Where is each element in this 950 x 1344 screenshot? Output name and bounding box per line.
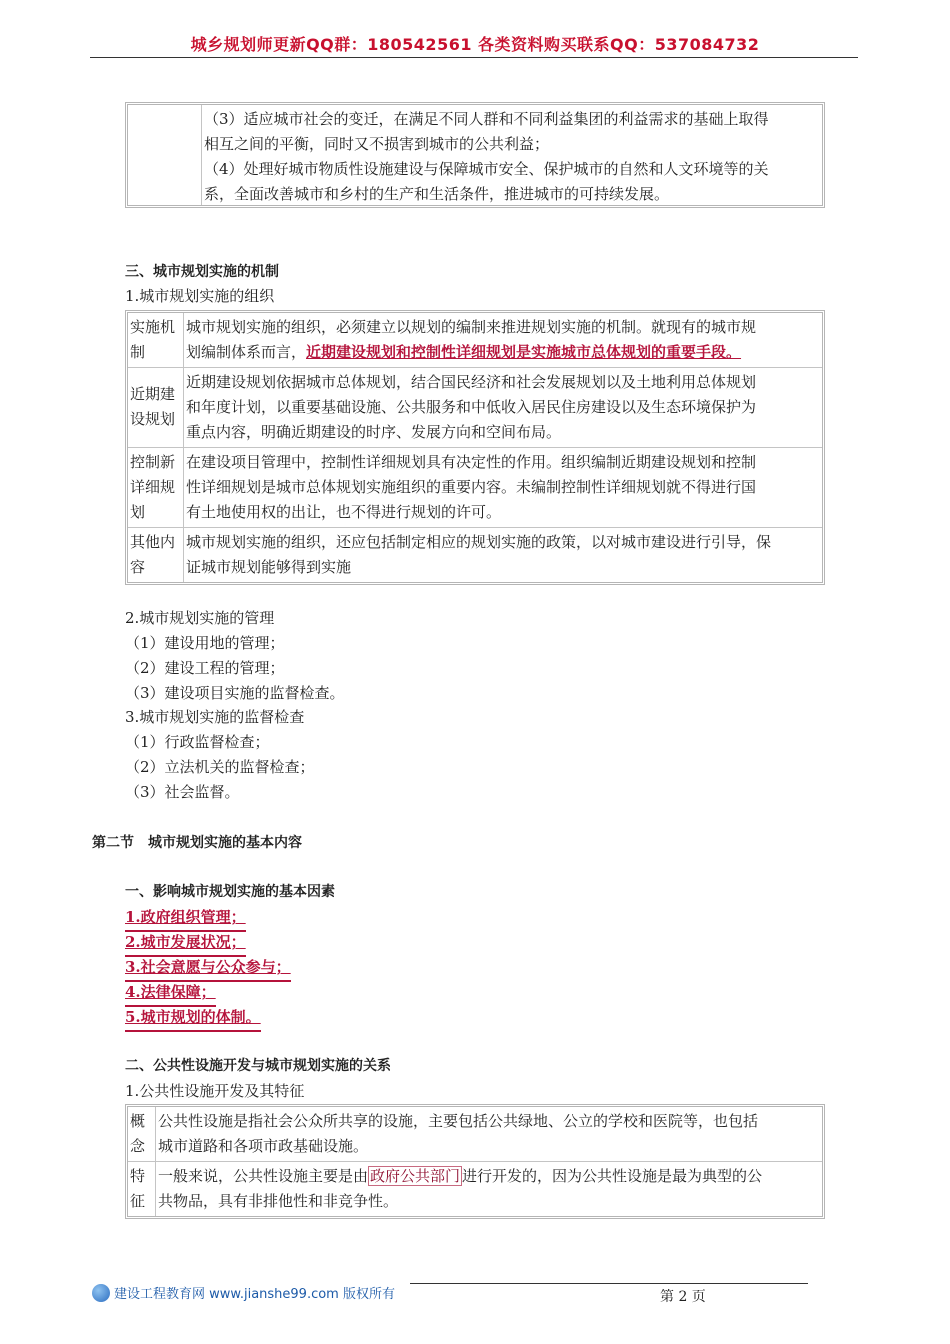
text-line: （4）处理好城市物质性设施建设与保障城市安全、保护城市的自然和人文环境等的关 [204, 160, 769, 178]
footer-site[interactable]: 建设工程教育网 www.jianshe99.com 版权所有 [92, 1283, 395, 1302]
highlight-term[interactable]: 政府公共部门 [370, 1167, 461, 1185]
table-row-head: 实施机 制 [128, 313, 184, 367]
list-item: （1）建设用地的管理； [125, 634, 285, 652]
subheading: 1.城市规划实施的组织 [125, 287, 275, 305]
part-heading: 二、公共性设施开发与城市规划实施的关系 [125, 1058, 391, 1074]
table-row-head: 其他内 容 [128, 528, 184, 582]
table-row-head: 近期建 设规划 [128, 368, 184, 447]
part-heading: 一、影响城市规划实施的基本因素 [125, 884, 335, 900]
table-row-content: 公共性设施是指社会公众所共享的设施，主要包括公共绿地、公立的学校和医院等，也包括 城市道路和各项市政基础设施。 [158, 1112, 759, 1155]
factor-item[interactable]: 4.法律保障； [125, 980, 216, 1007]
list-item: （1）行政监督检查； [125, 733, 270, 751]
text-line: （3）适应城市社会的变迁，在满足不同人群和不同利益集团的利益需求的基础上取得 [204, 110, 769, 128]
header-divider [90, 57, 858, 58]
subheading: 1.公共性设施开发及其特征 [125, 1082, 305, 1100]
table-row-head: 特 征 [128, 1162, 156, 1216]
text-line: 相互之间的平衡，同时又不损害到城市的公共利益； [204, 135, 550, 153]
table-row-content: 近期建设规划依据城市总体规划，结合国民经济和社会发展规划以及土地利用总体规划 和年度计划，以重要基础设施、公共服务和中低收入居民住房建设以及生态环境保护为 重点内容，明确近期建设的时序、发展方向和空间布局。 [186, 373, 757, 441]
footer-divider [410, 1283, 808, 1284]
table-row-content: 一般来说，公共性设施主要是由 政府公共部门 进行开发的，因为公共性设施是最为典型的公 共物品，具有非排他性和非竞争性。 [158, 1167, 763, 1210]
text-line: 系，全面改善城市和乡村的生产和生活条件，推进城市的可持续发展。 [204, 185, 670, 203]
page-header-title: 城乡规划师更新QQ群：180542561 各类资料购买联系QQ：537084732 [190, 35, 760, 54]
table-row-content: 城市规划实施的组织，还应包括制定相应的规划实施的政策，以对城市建设进行引导，保 证城市规划能够得到实施 [186, 533, 772, 576]
factor-item[interactable]: 3.社会意愿与公众参与； [125, 955, 291, 982]
site-logo-icon [92, 1284, 110, 1302]
public-facilities-table [125, 1104, 825, 1219]
section-title: 第二节 城市规划实施的基本内容 [92, 835, 302, 851]
highlight-link[interactable]: 近期建设规划和控制性详细规划是实施城市总体规划的重要手段。 [306, 343, 742, 361]
page-number: 第 2 页 [660, 1289, 706, 1305]
mechanism-table [125, 310, 825, 585]
list-item: （3）社会监督。 [125, 783, 240, 801]
factor-item[interactable]: 2.城市发展状况； [125, 930, 246, 957]
factor-item[interactable]: 5.城市规划的体制。 [125, 1005, 261, 1032]
list-item: （2）立法机关的监督检查； [125, 758, 315, 776]
list-item: （2）建设工程的管理； [125, 659, 285, 677]
top-table-empty-head [128, 105, 202, 205]
section-heading-3: 三、城市规划实施的机制 [125, 264, 279, 280]
subheading: 3.城市规划实施的监督检查 [125, 708, 305, 726]
table-row-content: 在建设项目管理中，控制性详细规划具有决定性的作用。组织编制近期建设规划和控制 性详细规划是城市总体规划实施组织的重要内容。未编制控制性详细规划就不得进行国 有土地使用权的出让，也不得进行规划的许可。 [186, 453, 757, 521]
table-row-content: 城市规划实施的组织，必须建立以规划的编制来推进规划实施的机制。就现有的城市规 划编制体系而言，近期建设规划和控制性详细规划是实施城市总体规划的重要手段。 [186, 318, 757, 361]
table-row-head: 控制新 详细规 划 [128, 448, 184, 527]
top-table-content [202, 105, 822, 205]
factor-item[interactable]: 1.政府组织管理； [125, 905, 246, 932]
top-table [125, 102, 825, 208]
subheading: 2.城市规划实施的管理 [125, 609, 275, 627]
list-item: （3）建设项目实施的监督检查。 [125, 684, 345, 702]
table-row-head: 概 念 [128, 1107, 156, 1161]
